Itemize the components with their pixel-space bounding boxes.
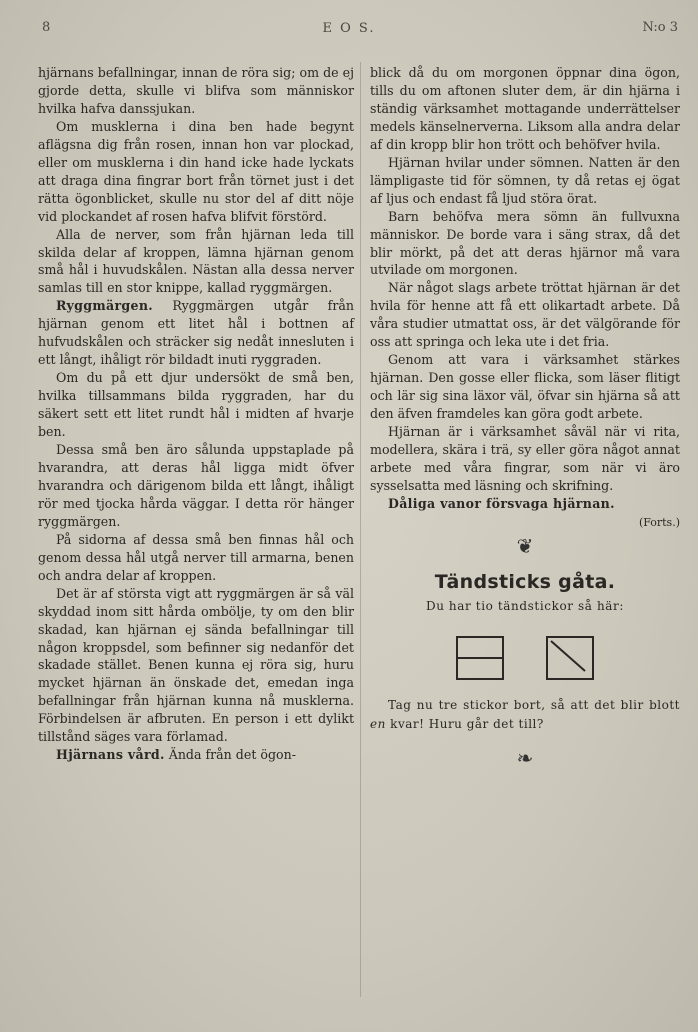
continued-note: (Forts.) [638,515,680,529]
paragraph: Om du på ett djur undersökt de små ben, hvilka tillsammans bilda ryggraden, har du säkert sett ett litet rundt hål i midten af hvarje ben. [38,370,354,440]
emphasis: en [370,716,386,731]
puzzle-question: Tag nu tre stickor bort, så att det blir blott en kvar! Huru går det till? [370,697,680,731]
right-column [370,64,680,772]
paragraph: Ryggmärgen. Ryggmärgen utgår från hjärnan genom ett litet hål i bottnen af hufvudskålen och sträcker sig nedåt innesluten i ett långt, ihåligt rör bildadt inuti ryggraden. [38,298,354,368]
flourish-ornament-icon: ❧ [516,745,534,770]
paragraph: Genom att vara i värksamhet stärkes hjärnan. Den gosse eller flicka, som läser flitigt och lär sig sina läxor väl, öfvar sin hjärna så att den äfven framdeles kan göra godt arbete. [370,352,680,422]
paragraph: blick då du om morgonen öppnar dina ögon, tills du om aftonen sluter dem, är din hjärna i ständig värksamhet mottagande underrättelser medels känselnerverna. Liksom alla andra delar af din kropp blir hon trött och behöfver hvila. [370,65,680,152]
flourish-ornament-icon: ❦ [516,533,534,558]
matchstick-figure-diagonal-square [546,636,594,680]
left-column [38,64,354,764]
paragraph: Alla de nerver, som från hjärnan leda till skilda delar af kroppen, lämna hjärnan genom små hål i huvudskålen. Nästan alla dessa nerver samlas till en stor knippe, kallad ryggmärgen. [38,226,354,296]
section-heading: Dåliga vanor försvaga hjärnan. [388,495,615,511]
journal-title: E O S. [322,21,376,36]
section-heading: Ryggmärgen. [56,298,153,314]
matchstick-figures [370,616,680,690]
paragraph [370,495,680,513]
puzzle-title: Tändsticks gåta. [434,570,616,593]
paragraph: När något slags arbete tröttat hjärnan är det hvila för henne att få ett olikartadt arbete. Då våra studier utmattat oss, är det välgörande för oss att springa och leka ute i det fria. [370,280,680,350]
paragraph: Dessa små ben äro sålunda uppstaplade på hvarandra, att deras hål ligga midt öfver hvarandra och därigenom bilda ett långt, ihåligt rör med tjocka hårda väggar. I detta rör hänger ryggmärgen. [38,442,354,529]
paragraph: Hjärnan är i värksamhet såväl när vi rita, modellera, skära i trä, sy eller göra något annat arbete med våra fingrar, som när vi äro sysselsatta med läsning och skrifning. [370,424,680,493]
paragraph: Barn behöfva mera sömn än fullvuxna människor. De borde vara i säng strax, då det blir mörkt, på det att deras hjärnor må vara utvilade om morgonen. [370,208,680,278]
paragraph: Hjärnans vård. Ända från det ögon- [56,747,296,763]
issue-number: N:o 3 [642,20,678,35]
paragraph: Det är af största vigt att ryggmärgen är så väl skyddad inom sitt hårda ombölje, ty om den blir skadad, kan hjärnan ej sända befallningar till någon kroppsdel, som befinner sig nedanför det skadade stället. Benen kunna ej röra sig, huru mycket hjärnan än önskade det, emedan inga befallningar från hjärnan kunna nå musklerna. Förbindelsen är afbruten. En person i ett dylikt tillstånd säges vara förlamad. [38,585,354,745]
paragraph: Om musklerna i dina ben hade begynt aflägsna dig från rosen, innan hon var plockad, eller om musklerna i din hand icke hade lyckats att draga dina fingrar bort från törnet just i det rätta ögonblicket, skulle nu stor del af ditt nöje vid plockandet af rosen hafva blifvit förstörd. [38,118,354,224]
puzzle-intro: Du har tio tändstickor så här: [425,598,625,613]
column-divider [360,62,361,997]
matchstick-figure-divided-square [456,636,504,680]
section-heading: Hjärnans vård. [56,747,165,763]
paragraph: Hjärnan hvilar under sömnen. Natten är den lämpligaste tid för sömnen, ty då retas ej ögat af ljus och endast få ljud störa örat. [370,154,680,206]
paragraph: På sidorna af dessa små ben finnas hål och genom dessa hål utgå nerver till armarna, benen och andra delar af kroppen. [38,531,354,583]
paragraph: hjärnans befallningar, innan de röra sig; om de ej gjorde detta, skulle vi blifva som människor hvilka hafva danssjukan. [38,65,354,116]
page-number: 8 [42,20,53,35]
